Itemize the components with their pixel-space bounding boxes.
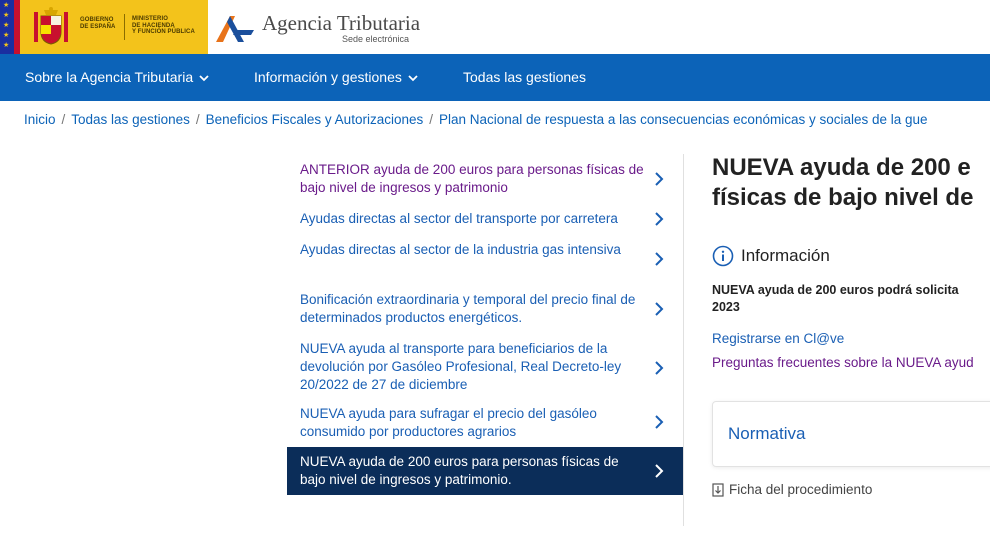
agency-subtitle: Sede electrónica <box>342 34 410 44</box>
column-divider <box>683 154 684 526</box>
side-menu-item-industria-gas[interactable] <box>287 234 683 284</box>
ficha-label: Ficha del procedimiento <box>729 482 873 497</box>
gov-line2: DE ESPAÑA <box>80 23 116 30</box>
nav-label: Información y gestiones <box>254 69 402 85</box>
side-menu-item-label: ANTERIOR ayuda de 200 euros para personas físicas de bajo nivel de ingresos y patrimonio <box>300 162 644 195</box>
chevron-down-icon <box>407 72 419 84</box>
info-heading <box>712 245 830 267</box>
divider <box>124 14 125 40</box>
normativa-label: Normativa <box>728 424 806 443</box>
eu-flag-stripe <box>14 0 20 54</box>
coat-of-arms-icon <box>30 6 72 48</box>
breadcrumb-inicio[interactable]: Inicio <box>24 112 56 127</box>
chevron-right-icon <box>653 360 665 376</box>
agency-title[interactable]: Agencia Tributaria <box>262 11 421 35</box>
breadcrumb-separator: / <box>429 112 433 127</box>
nav-label: Sobre la Agencia Tributaria <box>25 69 194 85</box>
breadcrumb-beneficios-fiscales[interactable]: Beneficios Fiscales y Autorizaciones <box>205 112 424 127</box>
chevron-right-icon <box>653 463 665 479</box>
link-preguntas-frecuentes[interactable]: Preguntas frecuentes sobre la NUEVA ayud <box>712 355 974 370</box>
nav-label: Todas las gestiones <box>463 69 586 85</box>
agencia-tributaria-logo-icon[interactable] <box>214 8 258 46</box>
chevron-down-icon <box>198 72 210 84</box>
breadcrumb-plan-nacional[interactable]: Plan Nacional de respuesta a las consecuencias económicas y sociales de la gue <box>439 112 928 127</box>
side-menu-item-label: Ayudas directas al sector de la industria gas intensiva <box>300 242 621 257</box>
nav-sobre-la-agencia[interactable] <box>25 54 210 101</box>
side-menu-item-label: NUEVA ayuda para sufragar el precio del gasóleo consumido por productores agrarios <box>300 406 597 439</box>
site-header <box>0 0 990 54</box>
side-menu-item-label: NUEVA ayuda de 200 euros para personas físicas de bajo nivel de ingresos y patrimonio. <box>300 454 619 487</box>
side-menu-item-transporte-gasoleo[interactable] <box>287 334 683 402</box>
breadcrumb-separator: / <box>195 112 200 127</box>
side-menu-item-nueva-ayuda-200[interactable] <box>287 447 683 495</box>
info-icon <box>712 245 734 267</box>
side-menu-item-label: NUEVA ayuda al transporte para beneficiarios de la devolución por Gasóleo Profesional, Real Decreto-ley 20/2022 de 27 de diciembre <box>300 341 622 392</box>
side-menu-item-productores-agrarios[interactable] <box>287 402 683 446</box>
nav-todas-las-gestiones[interactable] <box>463 54 586 101</box>
ministry-line3: Y FUNCIÓN PÚBLICA <box>132 29 195 35</box>
document-icon <box>712 483 724 497</box>
breadcrumb <box>24 112 928 127</box>
ministry-line1: MINISTERIO <box>132 16 169 22</box>
info-text-line1: NUEVA ayuda de 200 euros podrá solicita <box>712 283 959 297</box>
side-menu-item-anterior-ayuda[interactable] <box>287 154 683 204</box>
chevron-right-icon <box>653 171 665 187</box>
page-title <box>712 153 990 213</box>
link-registrarse-clave[interactable]: Registrarse en Cl@ve <box>712 331 845 346</box>
breadcrumb-separator: / <box>61 112 66 127</box>
side-menu-item-bonificacion[interactable] <box>287 284 683 334</box>
info-text-line2: 2023 <box>712 300 740 314</box>
page-title-line2: físicas de bajo nivel de <box>712 184 974 211</box>
normativa-accordion[interactable] <box>712 401 990 467</box>
chevron-right-icon <box>653 301 665 317</box>
eu-flag-icon: ★ ★ ★ ★ ★ <box>0 0 14 54</box>
info-heading-label: Información <box>741 246 830 265</box>
chevron-right-icon <box>653 211 665 227</box>
gov-line1: GOBIERNO <box>80 17 114 23</box>
nav-informacion-y-gestiones[interactable] <box>254 54 419 101</box>
main-navigation <box>0 54 990 101</box>
ministry-line2: DE HACIENDA <box>132 22 175 29</box>
government-logo-block[interactable] <box>0 0 208 54</box>
ficha-procedimiento-link[interactable] <box>712 482 872 497</box>
chevron-right-icon <box>653 251 665 267</box>
side-menu-item-transporte-carretera[interactable] <box>287 204 683 234</box>
info-text <box>712 282 990 316</box>
page-title-line1: NUEVA ayuda de 200 e <box>712 154 971 181</box>
side-menu-item-label: Ayudas directas al sector del transporte por carretera <box>300 211 618 226</box>
chevron-right-icon <box>653 414 665 430</box>
breadcrumb-todas-las-gestiones[interactable]: Todas las gestiones <box>71 112 190 127</box>
side-menu-item-label: Bonificación extraordinaria y temporal del precio final de determinados productos energéticos. <box>300 292 636 325</box>
